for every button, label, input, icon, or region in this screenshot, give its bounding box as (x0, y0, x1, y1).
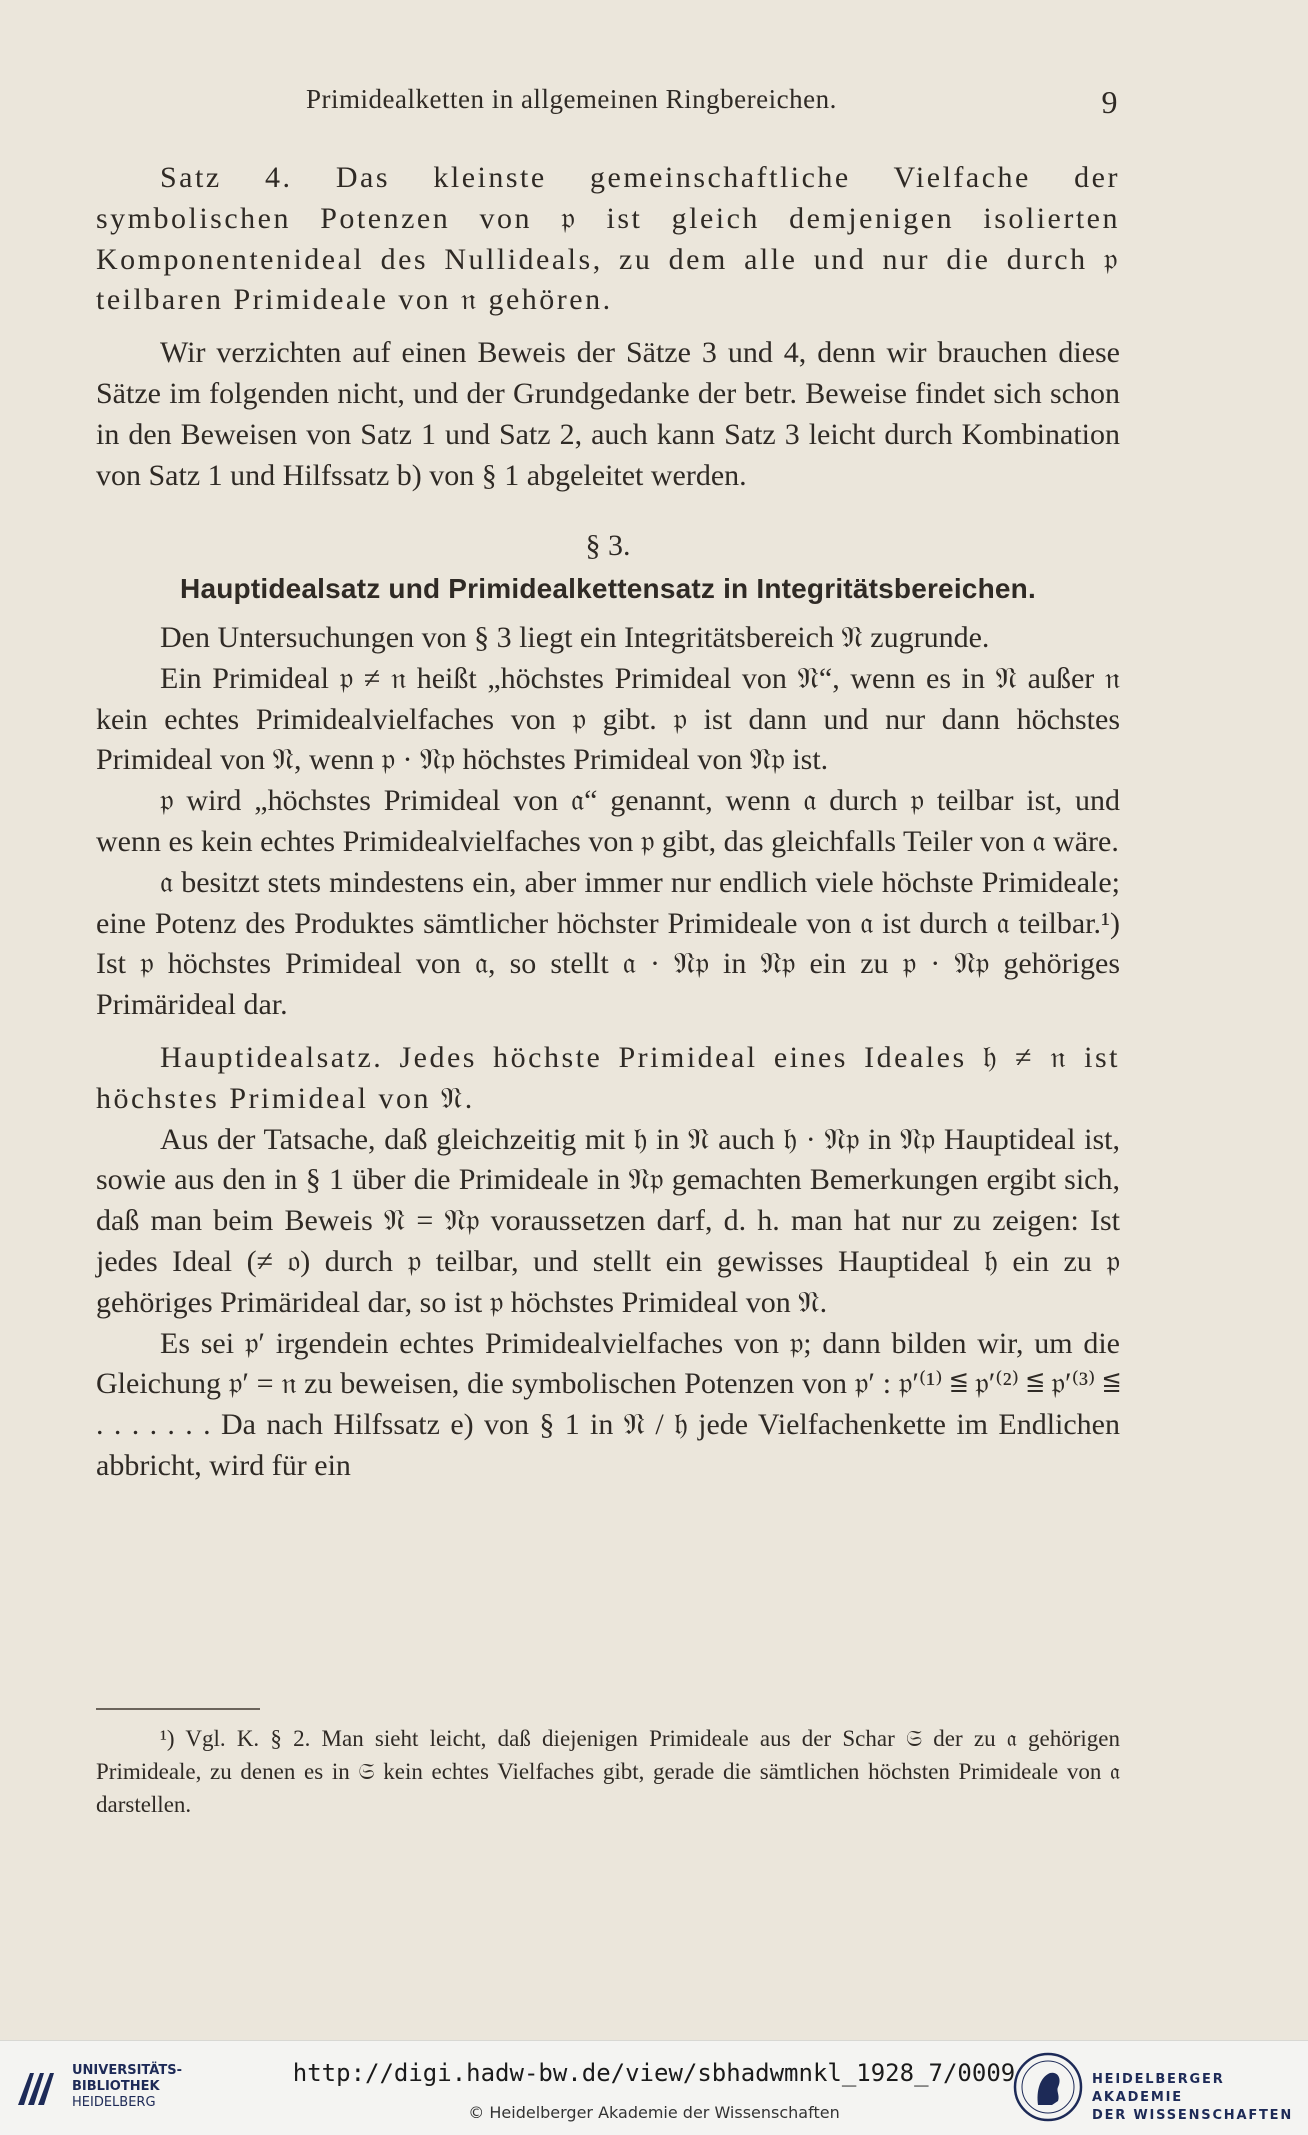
footnotes (96, 1722, 1120, 1821)
page-number: 9 (1101, 84, 1118, 120)
paragraph: 𝔞 besitzt stets mindestens ein, aber immer nur endlich viele höchste Primideale; eine Potenz des Produktes sämtlicher höchster Primideale von 𝔞 ist durch 𝔞 teilbar.¹) Ist 𝔭 höchstes Primideal von 𝔞, so stellt 𝔞 · 𝔑𝔭 in 𝔑𝔭 ein zu 𝔭 · 𝔑𝔭 gehöriges Primärideal dar. (96, 865, 1120, 1022)
footnote-1: ¹) Vgl. K. § 2. Man sieht leicht, daß diejenigen Primideale aus der Schar 𝔖 der zu 𝔞 gehörigen Primideale, zu denen es in 𝔖 kein echtes Vielfaches gibt, gerade die sämtlichen höchsten Primideale von 𝔞 darstellen. (96, 1726, 1120, 1817)
academy-seal-icon (1012, 2051, 1084, 2123)
library-name: UNIVERSITÄTS- BIBLIOTHEK HEIDELBERG (72, 2063, 182, 2110)
paragraph: Aus der Tatsache, daß gleichzeitig mit 𝔥 in 𝔑 auch 𝔥 · 𝔑𝔭 in 𝔑𝔭 Hauptideal ist, sowie aus den in § 1 über die Primideale in 𝔑𝔭 gemachten Bemerkungen ergibt sich, daß man beim Beweis 𝔑 = 𝔑𝔭 voraussetzen darf, d. h. man hat nur zu zeigen: Ist jedes Ideal (≠ 𝔬) durch 𝔭 teilbar, und stellt ein gewisses Hauptideal 𝔥 ein zu 𝔭 gehöriges Primärideal dar, so ist 𝔭 höchstes Primideal von 𝔑. (96, 1122, 1120, 1319)
viewer-footer (0, 2040, 1308, 2135)
copyright-notice: © Heidelberger Akademie der Wissenschaften (468, 2103, 840, 2122)
academy-name: HEIDELBERGER AKADEMIE DER WISSENSCHAFTEN (1092, 2072, 1294, 2123)
paragraph: Den Untersuchungen von § 3 liegt ein Integritätsbereich 𝔑 zugrunde. (160, 620, 990, 654)
paragraph: Ein Primideal 𝔭 ≠ 𝔫 heißt „höchstes Primideal von 𝔑“, wenn es in 𝔑 außer 𝔫 kein echtes Primidealvielfaches von 𝔭 gibt. 𝔭 ist dann und nur dann höchstes Primideal von 𝔑, wenn 𝔭 · 𝔑𝔭 höchstes Primideal von 𝔑𝔭 ist. (96, 661, 1120, 777)
body-text (96, 158, 1120, 1487)
section-title: Hauptidealsatz und Primidealkettensatz in Integritätsbereichen. (180, 573, 1036, 605)
theorem-hauptidealsatz: Hauptidealsatz. Jedes höchste Primideal eines Ideales 𝔥 ≠ 𝔫 ist höchstes Primideal von 𝔑. (96, 1040, 1120, 1115)
running-title: Primidealketten in allgemeinen Ringbereichen. (306, 84, 837, 114)
paragraph: Es sei 𝔭′ irgendein echtes Primidealvielfaches von 𝔭; dann bilden wir, um die Gleichung 𝔭′ = 𝔫 zu beweisen, die symbolischen Potenzen von 𝔭′ : 𝔭′⁽¹⁾ ≦ 𝔭′⁽²⁾ ≦ 𝔭′⁽³⁾ ≦ . . . . . . . Da nach Hilfssatz e) von § 1 in 𝔑 / 𝔥 jede Vielfachenkette im Endlichen abbricht, wird für ein (96, 1326, 1120, 1482)
paragraph: 𝔭 wird „höchstes Primideal von 𝔞“ genannt, wenn 𝔞 durch 𝔭 teilbar ist, und wenn es kein echtes Primidealvielfaches von 𝔭 gibt, das gleichfalls Teiler von 𝔞 wäre. (96, 784, 1120, 858)
paragraph: Wir verzichten auf einen Beweis der Sätze 3 und 4, denn wir brauchen diese Sätze im folgenden nicht, und der Grundgedanke der betr. Beweise findet sich schon in den Beweisen von Satz 1 und Satz 2, auch kann Satz 3 leicht durch Kombination von Satz 1 und Hilfssatz b) von § 1 abgeleitet werden. (96, 336, 1120, 492)
permalink-url[interactable]: http://digi.hadw-bw.de/view/sbhadwmnkl_1928_7/0009 (292, 2059, 1016, 2087)
footnote-divider (96, 1708, 260, 1710)
theorem-satz-4: Satz 4. Das kleinste gemeinschaftliche Vielfache der symbolischen Potenzen von 𝔭 ist gleich demjenigen isolierten Komponentenideal des Nullideals, zu dem alle und nur die durch 𝔭 teilbaren Primideale von 𝔫 gehören. (96, 161, 1120, 317)
section-number: § 3. (585, 529, 631, 563)
running-header (306, 84, 1118, 120)
